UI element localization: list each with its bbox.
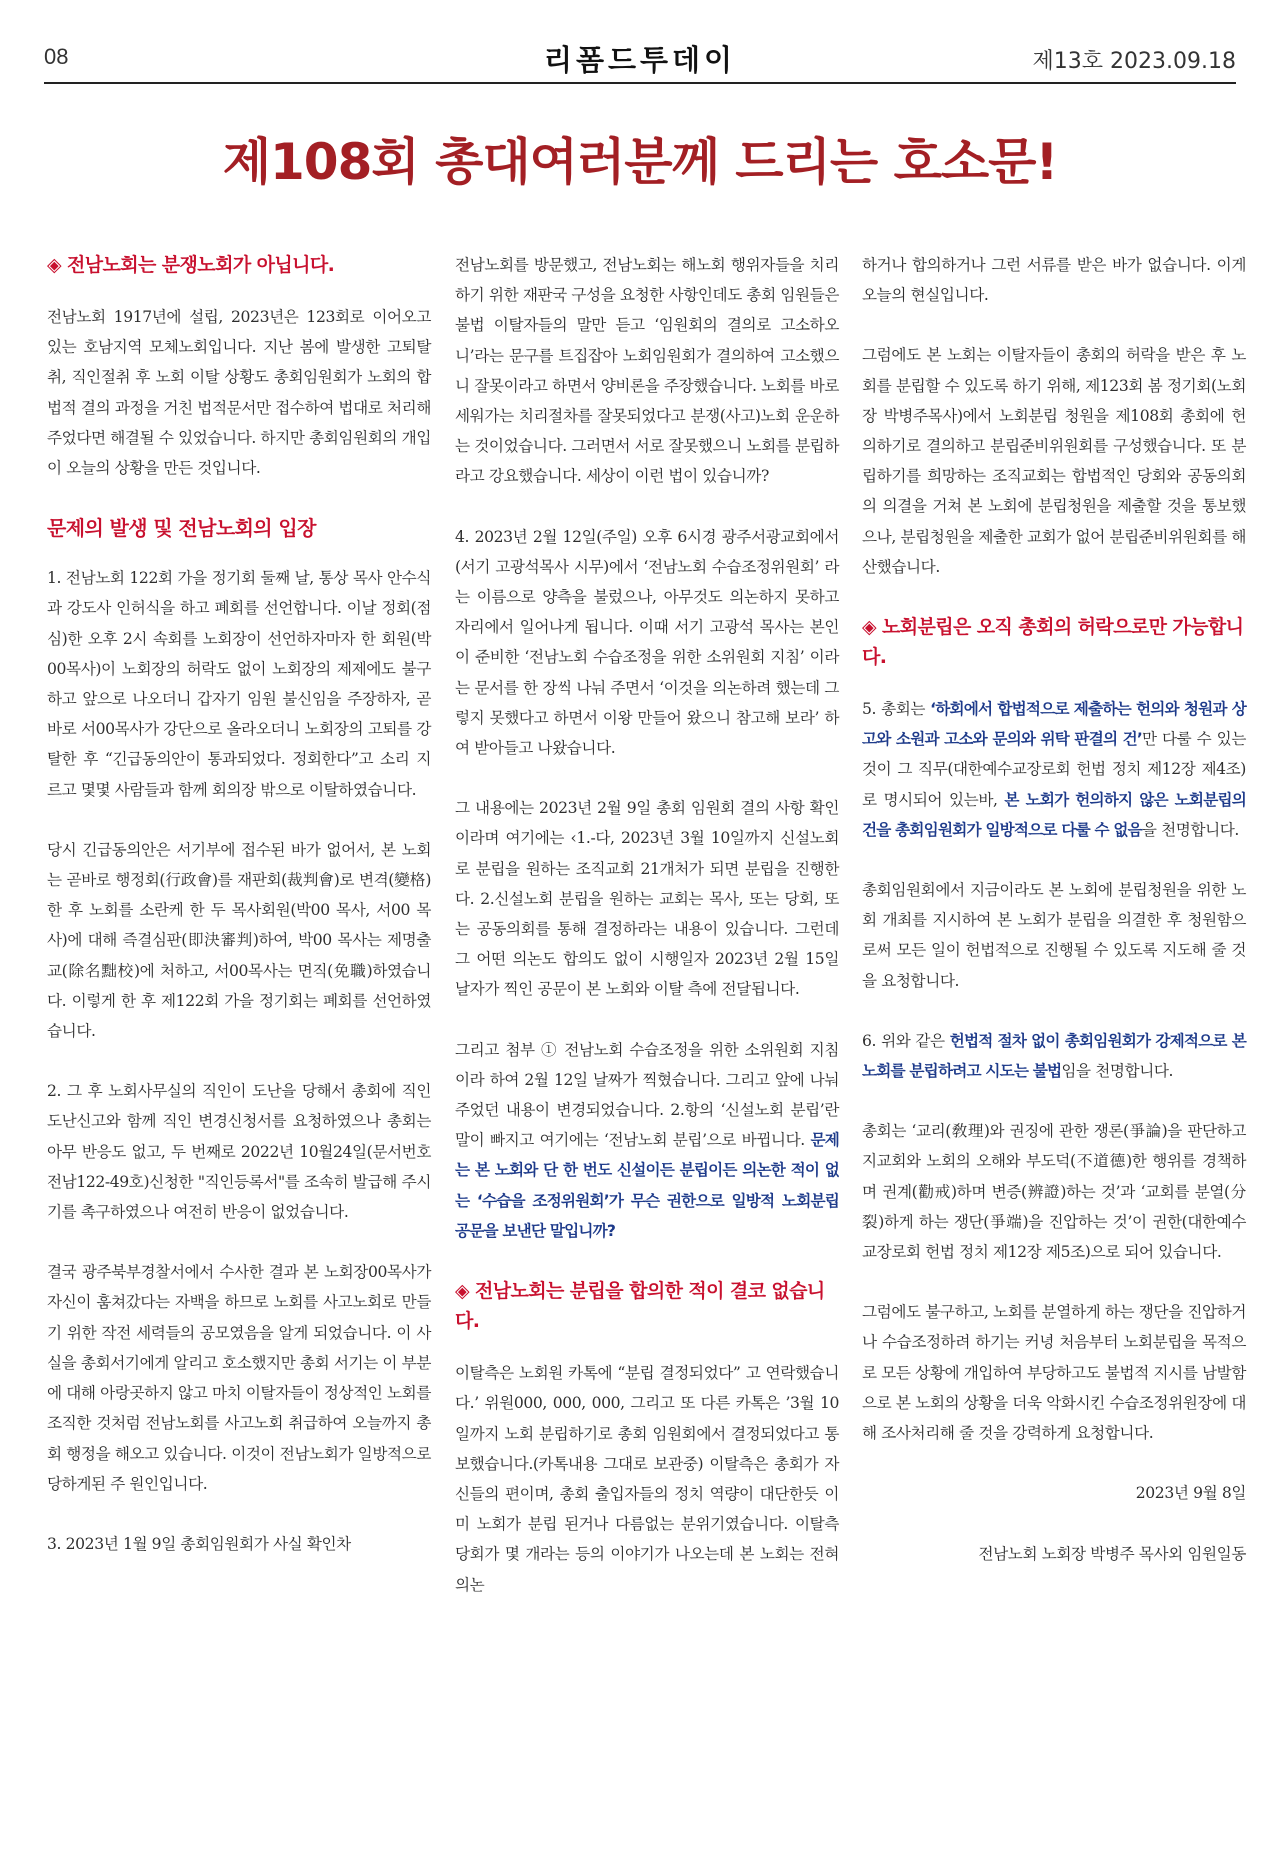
paragraph: 3. 2023년 1월 9일 총회임원회가 사실 확인차 <box>47 1534 351 1553</box>
section-heading: ◈ 노회분립은 오직 총회의 허락으로만 가능합니다. <box>862 616 1244 669</box>
date-line: 2023년 9월 8일 <box>1135 1484 1246 1503</box>
emphasis-text: ‘하회에서 합법적으로 제출하는 헌의와 청원과 상고와 소원과 고소와 문의와 위탁 판결의 건’ <box>862 700 1246 749</box>
paragraph: 결국 광주북부경찰서에서 수사한 결과 본 노회장00목사가 자신이 훔쳐갔다는 자백을 하므로 노회를 사고노회로 만들기 위한 작전 세력들의 공모였음을 알게 되었습니다. 이 사실을 총회서기에게 알리고 호소했지만 총회 서기는 이 부분에 대해 아랑곳하지 않고 마치 이탈자들이 정상적인 노회를 조직한 것처럼 전남노회를 사고노회 취급하여 오늘까지 총회 행정을 해오고 있습니다. 이것이 전남노회가 일방적으로 당하게된 주 원인입니다. <box>47 1263 431 1493</box>
paragraph: 하거나 합의하거나 그런 서류를 받은 바가 없습니다. 이게 오늘의 현실입니다. <box>862 256 1246 305</box>
paragraph: 6. 위와 같은 헌법적 절차 없이 총회임원회가 강제적으로 본 노회를 분립하려고 시도는 불법임을 천명합니다. <box>862 1031 1247 1081</box>
paragraph: 4. 2023년 2월 12일(주일) 오후 6시경 광주서광교회에서(서기 고광석목사 시무)에서 ‘전남노회 수습조정위원회’ 라는 이름으로 양측을 불렀으나, 아무것도 의논하지 못하고 자리에서 일어나게 됩니다. 이때 서기 고광석 목사는 본인이 준비한 ‘전남노회 수습조정을 위한 소위원회 지침’ 이라는 문서를 한 장씩 나눠 주면서 ‘이것을 의논하려 했는데 그렇지 못했다고 하면서 이왕 만들어 왔으니 참고해 보라’ 하여 받아들고 나왔습니다. <box>455 527 839 758</box>
paragraph: 그럼에도 본 노회는 이탈자들이 총회의 허락을 받은 후 노회를 분립할 수 있도록 하기 위해, 제123회 봄 정기회(노회장 박병주목사)에서 노회분립 청원을 제108회 총회에 헌의하기로 결의하고 분립준비위원회를 구성했습니다. 또 분립하기를 희망하는 조직교회는 합법적인 당회와 공동의회의 의결을 거쳐 본 노회에 분립청원을 제출할 것을 통보했으나, 분립청원을 제출한 교회가 없어 분립준비위원회를 해산했습니다. <box>862 346 1246 576</box>
paragraph: 이탈측은 노회원 카톡에 “분립 결정되었다” 고 연락했습니다.’ 위원000, 000, 000, 그리고 또 다른 카톡은 ’3월 10일까지 노회 분립하기로 총회 임원회에서 결정되었다고 통보했습니다.(카톡내용 그대로 보관중) 이탈측은 총회가 자신들의 편이며, 총회 출입자들의 정치 역량이 대단한듯 이미 노회가 분립 된거나 다름없는 분위기였습니다. 이탈측 당회가 몇 개라는 등의 이야기가 나오는데 본 노회는 전혀 의논 <box>455 1364 839 1594</box>
paragraph: 5. 총회는 ‘하회에서 합법적으로 제출하는 헌의와 청원과 상고와 소원과 고소와 문의와 위탁 판결의 건’만 다룰 수 있는 것이 그 직무(대한예수교장로회 헌법 정치 제12장 제4조)로 명시되어 있는바, 본 노회가 헌의하지 않은 노회분립의 건을 총회임원회가 일방적으로 다룰 수 없음을 천명합니다. <box>862 700 1246 839</box>
article-title: 제108회 총대여러분께 드리는 호소문! <box>222 133 1058 191</box>
paragraph: 그럼에도 불구하고, 노회를 분열하게 하는 쟁단을 진압하거나 수습조정하려 하기는 커녕 처음부터 노회분립을 목적으로 모든 상황에 개입하여 부당하고도 불법적 지시를 남발함으로 본 노회의 상황을 더욱 악화시킨 수습조정위원장에 대해 조사처리해 줄 것을 강력하게 요청합니다. <box>862 1303 1246 1443</box>
diamond-icon: ◈ <box>455 1280 470 1303</box>
masthead: 리폼드투데이 <box>543 43 737 77</box>
emphasis-text: 헌법적 절차 없이 총회임원회가 강제적으로 본 노회를 분립하려고 시도는 불법 <box>862 1031 1247 1081</box>
section-heading: ◈ 전남노회는 분립을 합의한 적이 결코 없습니다. <box>455 1280 825 1333</box>
column-1 <box>47 250 431 1559</box>
page-number: 08 <box>44 44 69 69</box>
paragraph: 2. 그 후 노회사무실의 직인이 도난을 당해서 총회에 직인 도난신고와 함께 직인 변경신청서를 요청하였으나 총회는 아무 반응도 없고, 두 번째로 2022년 10월24일(문서번호 전남122-49호)신청한 "직인등록서"를 조속히 발급해 주시기를 촉구하였으나 여전히 반응이 없었습니다. <box>47 1082 431 1222</box>
paragraph: 총회임원회에서 지금이라도 본 노회에 분립청원을 위한 노회 개최를 지시하여 본 노회가 분립을 의결한 후 청원함으로써 모든 일이 헌법적으로 진행될 수 있도록 지도해 줄 것을 요청합니다. <box>862 881 1246 990</box>
header-rule <box>44 82 1236 84</box>
section-heading: ◈ 전남노회는 분쟁노회가 아닙니다. <box>47 254 335 276</box>
paragraph: 당시 긴급동의안은 서기부에 접수된 바가 없어서, 본 노회는 곧바로 행정회(行政會)를 재판회(裁判會)로 변격(變格)한 후 노회를 소란케 한 두 목사회원(박00 목사, 서00 목사)에 대해 즉결심판(即決審判)하여, 박00 목사는 제명출교(除名黜校)에 처하고, 서00목사는 면직(免職)하였습니다. 이렇게 한 후 제122회 가을 정기회는 폐회를 선언하였습니다. <box>47 840 431 1041</box>
paragraph: 그리고 첨부 ① 전남노회 수습조정을 위한 소위원회 지침이라 하여 2월 12일 날짜가 찍혔습니다. 그리고 앞에 나눠주었던 내용이 변경되었습니다. 2.항의 ‘신설노회 분립’란 말이 빠지고 여기에는 ‘전남노회 분립’으로 바뀝니다. 문제는 본 노회와 단 한 번도 신설이든 분립이든 의논한 적이 없는 ‘수습을 조정위원회’가 무슨 권한으로 일방적 노회분립 공문을 보낸단 말입니까? <box>455 1040 839 1240</box>
paragraph: 전남노회 1917년에 설립, 2023년은 123회로 이어오고 있는 호남지역 모체노회입니다. 지난 봄에 발생한 고퇴탈취, 직인절취 후 노회 이탈 상황도 총회임원회가 노회의 합법적 결의 과정을 거친 법적문서만 접수하여 법대로 처리해 주었다면 해결될 수 있었습니다. 하지만 총회임원회의 개입이 오늘의 상황을 만든 것입니다. <box>47 308 431 478</box>
emphasis-text: 본 노회가 헌의하지 않은 노회분립의 건을 총회임원회가 일방적으로 다룰 수 없음 <box>862 790 1246 839</box>
sub-heading: 문제의 발생 및 전남노회의 입장 <box>47 516 316 541</box>
issue-info: 제13호 2023.09.18 <box>1032 49 1236 74</box>
paragraph: 전남노회를 방문했고, 전남노회는 해노회 행위자들을 치리하기 위한 재판국 구성을 요청한 사항인데도 총회 임원들은 불법 이탈자들의 말만 듣고 ‘임원회의 결의로 고소하오니’라는 문구를 트집잡아 노회임원회가 결의하여 고소했으니 잘못이라고 하면서 양비론을 주장했습니다. 노회를 바로 세워가는 치리절차를 잘못되었다고 분쟁(사고)노회 운운하는 것이었습니다. 그러면서 서로 잘못했으니 노회를 분립하라고 강요했습니다. 세상이 이런 법이 있습니까? <box>455 256 839 486</box>
paragraph: 총회는 ‘교리(敎理)와 권징에 관한 쟁론(爭論)을 판단하고 지교회와 노회의 오해와 부도덕(不道德)한 행위를 경책하며 권계(勸戒)하며 변증(辨證)하는 것’과 ‘교회를 분열(分裂)하게 하는 쟁단(爭端)을 진압하는 것’이 권한(대한예수교장로회 헌법 정치 제12장 제5조)으로 되어 있습니다. <box>862 1122 1246 1262</box>
signature-line: 전남노회 노회장 박병주 목사외 임원일동 <box>978 1544 1246 1563</box>
column-2 <box>455 250 839 1600</box>
paragraph: 1. 전남노회 122회 가을 정기회 둘째 날, 통상 목사 안수식과 강도사 인허식을 하고 폐회를 선언합니다. 이날 정회(점심)한 오후 2시 속회를 노회장이 선언하자마자 한 회원(박00목사)이 노회장의 허락도 없이 노회장의 제제에도 불구하고 앞으로 나오더니 갑자기 임원 불신임을 주장하자, 곧바로 서00목사가 강단으로 올라오더니 노회장의 고퇴를 강탈한 후 “긴급동의안이 통과되었다. 정회한다”고 소리 지르고 몇몇 사람들과 함께 회의장 밖으로 이탈하였습니다. <box>47 569 431 799</box>
column-3 <box>862 250 1246 1569</box>
page-header <box>44 38 1236 84</box>
paragraph: 그 내용에는 2023년 2월 9일 총회 임원회 결의 사항 확인이라며 여기에는 ‹1.-다, 2023년 3월 10일까지 신설노회로 분립을 원하는 조직교회 21개처가 되면 분립을 진행한다. 2.신설노회 분립을 원하는 교회는 목사, 또는 당회, 또는 공동의회를 통해 결정하라는 내용이 있습니다. 그런데 그 어떤 의논도 합의도 없이 시행일자 2023년 2월 15일 날자가 찍인 공문이 본 노회와 이탈 측에 전달됩니다. <box>455 799 839 999</box>
diamond-icon: ◈ <box>47 254 62 276</box>
emphasis-text: 문제는 본 노회와 단 한 번도 신설이든 분립이든 의논한 적이 없는 ‘수습을 조정위원회’가 무슨 권한으로 일방적 노회분립 공문을 보낸단 말입니까? <box>455 1131 839 1240</box>
diamond-icon: ◈ <box>862 616 877 639</box>
